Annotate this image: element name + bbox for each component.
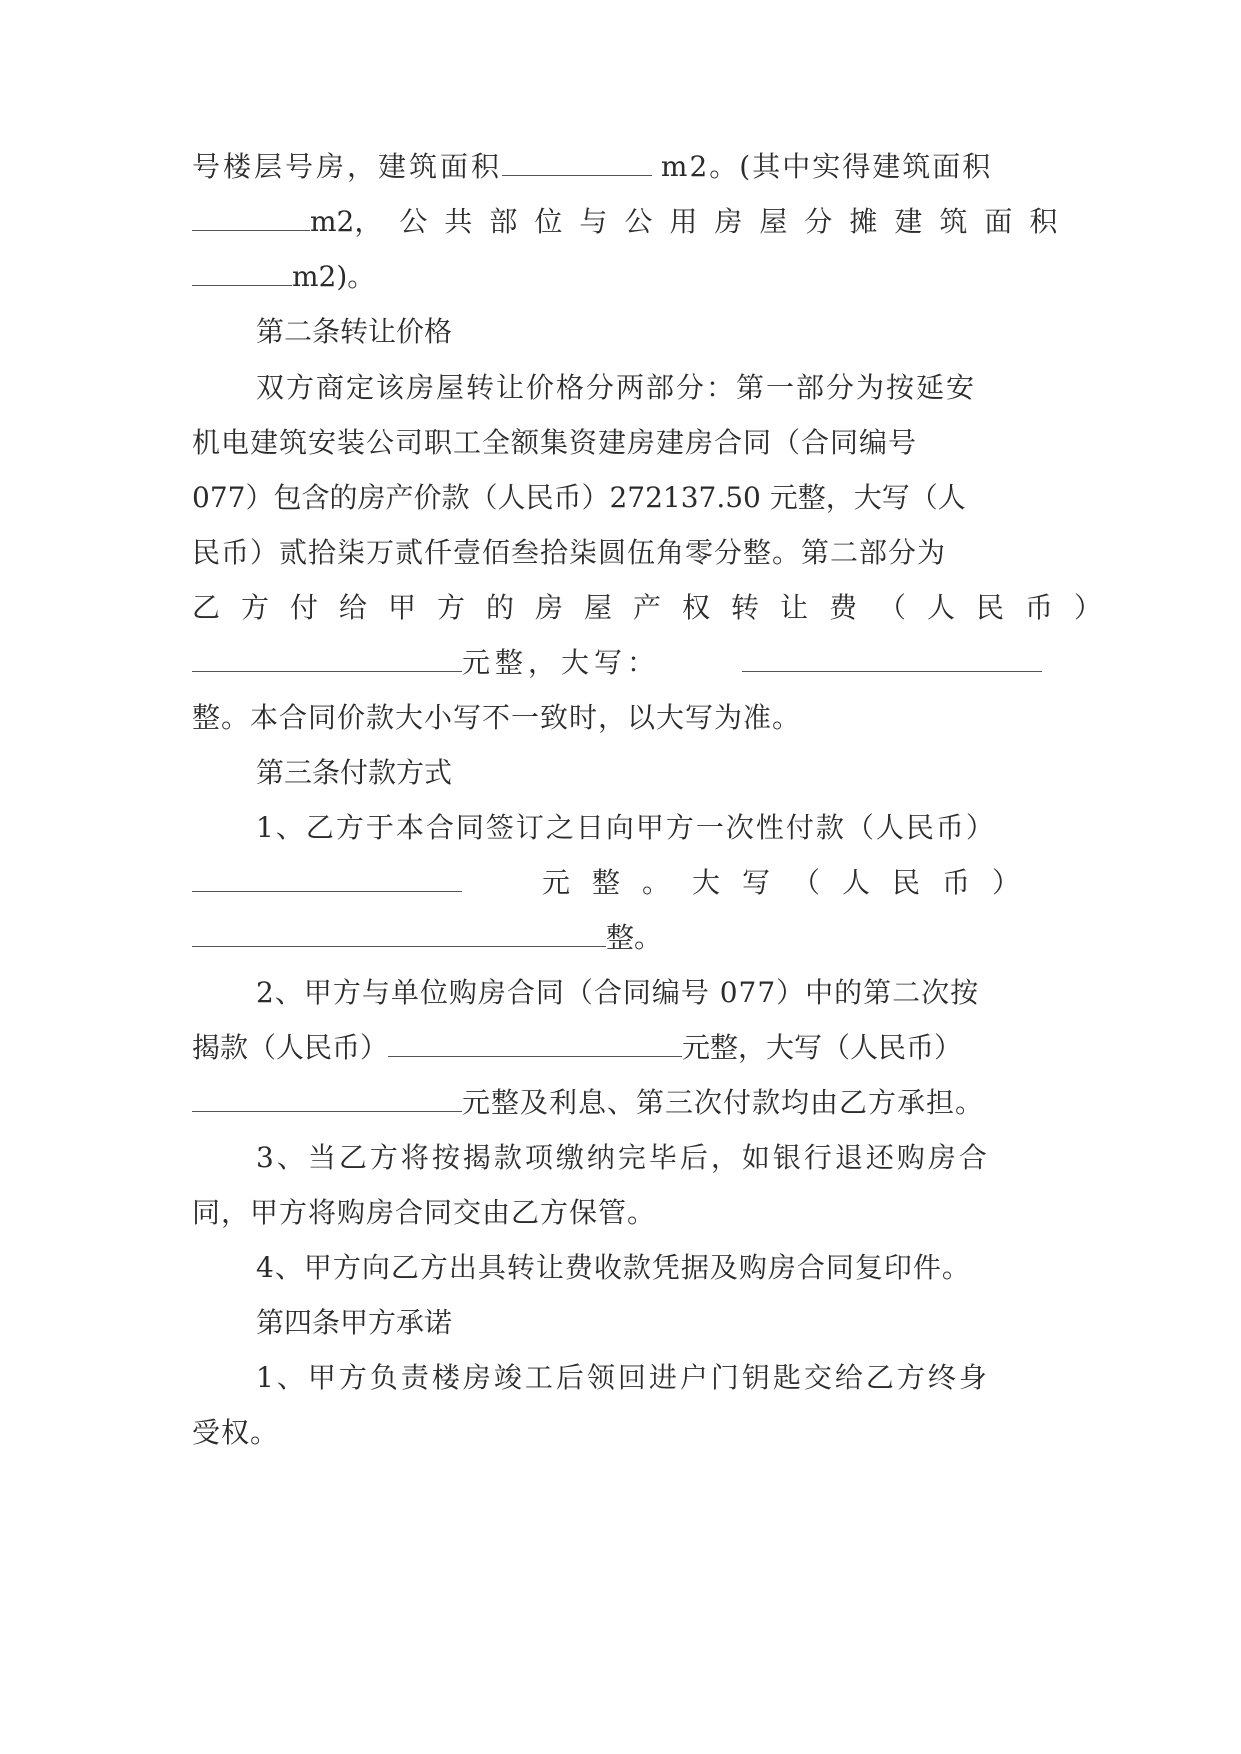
text-segment: m2 [310,205,355,238]
fill-blank [192,255,292,286]
text-line [192,1026,1042,1070]
fill-blank [192,861,462,892]
text-line [192,916,1042,960]
paragraph-line: 整。本合同价款大小写不一致时，以大写为准。 [192,701,802,734]
fill-blank [192,916,606,947]
item-line: 同，甲方将购房合同交由乙方保管。 [192,1196,657,1229]
text-segment: 元整，大写（人民币） [682,1031,963,1064]
text-line [192,255,1042,299]
fill-blank [388,1026,682,1057]
text-line [192,641,1042,685]
text-segment: 揭款（人民币） [192,1031,389,1064]
item-line: 2、甲方与单位购房合同（合同编号 077）中的第二次按 [256,976,980,1009]
paragraph-line: 077）包含的房产价款（人民币）272137.50 元整，大写（人 [192,481,966,514]
text-segment: m2)。 [292,260,376,293]
item-line: 1、乙方于本合同签订之日向甲方一次性付款（人民币） [256,811,996,844]
item-line: 受权。 [192,1416,280,1449]
text-segment: 元整及利息、第三次付款均由乙方承担。 [462,1086,985,1119]
fill-blank [502,145,652,176]
item-line: 1、甲方负责楼房竣工后领回进户门钥匙交给乙方终身 [256,1361,990,1394]
text-line [192,1081,1042,1125]
fill-blank [192,641,462,672]
text-line [192,861,1042,905]
item-line: 4、甲方向乙方出具转让费收款凭据及购房合同复印件。 [256,1251,971,1284]
text-line [192,145,1042,189]
text-segment: 号楼层号房，建筑面积 [192,150,503,183]
text-segment: ，公共部位与公用房屋分摊建筑面积 [354,205,1075,238]
paragraph-line: 民币）贰拾柒万贰仟壹佰叁拾柒圆伍角零分整。第二部分为 [192,536,947,569]
paragraph-line: 机电建筑安装公司职工全额集资建房建房合同（合同编号 [192,426,918,459]
paragraph-line: 双方商定该房屋转让价格分两部分：第一部分为按延安 [256,371,977,404]
fill-blank [192,200,310,231]
text-line [192,200,1075,244]
article-4-title: 第四条甲方承诺 [256,1306,453,1339]
paragraph-line: 乙方付给甲方的房屋产权转让费（人民币） [192,591,1124,624]
fill-blank [192,1081,462,1112]
article-2-title: 第二条转让价格 [256,315,453,348]
fill-blank [742,641,1042,672]
text-segment: 元整。大写（人民币） [541,866,1042,899]
text-segment: 元整，大写： [462,646,661,679]
item-line: 3、当乙方将按揭款项缴纳完毕后，如银行退还购房合 [256,1141,990,1174]
text-segment: 整。 [606,921,663,954]
article-3-title: 第三条付款方式 [256,756,453,789]
text-segment: m2。(其中实得建筑面积 [660,150,993,183]
